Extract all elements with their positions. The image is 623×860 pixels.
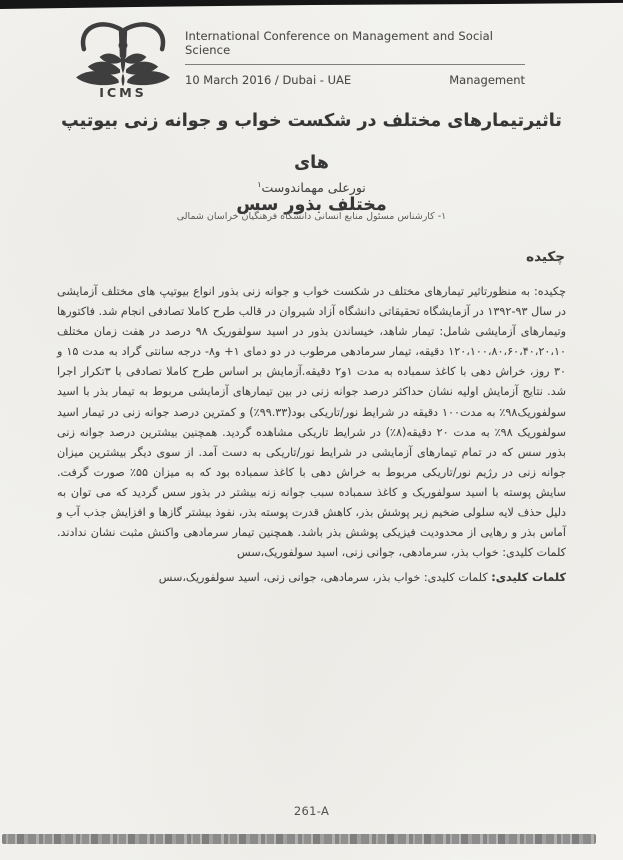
- icms-logo: [69, 13, 177, 103]
- keywords-line: [57, 571, 566, 584]
- header-text-block: [185, 13, 525, 103]
- keywords-label: کلمات کلیدی:: [491, 571, 566, 584]
- keywords-text: کلمات کلیدی: خواب بذر، سرمادهی، جوانی زنی، اسید سولفوریک،سس: [158, 571, 492, 584]
- paper-title-line2: مختلف بذور سس: [236, 195, 387, 215]
- author-name-text: نورعلی مهماندوست: [261, 180, 366, 196]
- author-superscript: ۱: [257, 180, 262, 189]
- page-number: 261-A: [293, 804, 330, 818]
- author-affiliation: ۱- کارشناس مسئول منابع انسانی دانشگاه فرهنگیان خراسان شمالی: [176, 211, 447, 222]
- paper-title-line1: تاثیرتیمارهای مختلف در شکست خواب و جوانه زنی بیوتیپ های: [61, 111, 562, 173]
- icms-logo-graphic: [69, 13, 177, 99]
- abstract-text: چکیده: به منظورتاثیر تیمارهای مختلف در شکست خواب و جوانه زنی بذور انواع بیوتیپ های مختلف آزمایشی در سال ۹۳-۱۳۹۲ در آزمایشگاه تحقیقاتی دانشگاه آزاد شیروان در قالب طرح کاملا تصادفی انجام شد. فاکتورها وتیمارهای آزمایشی شامل: تیمار شاهد، خیساندن بذور در اسید سولفوریک ۹۸ درصد در هفت زمان مختلف ۱۲۰،۱۰۰،۸۰،۶۰،۴۰،۲۰،۱۰ دقیقه، تیمار سرمادهی مرطوب در دو دمای ۱+ و۸- درجه سانتی گراد به مدت ۱۵ و ۳۰ روز، خراش دهی با کاغذ سمباده به مدت ۱و۲ دقیقه.آزمایش بر اساس طرح کاملا تصادفی با ۳تکرار اجرا شد. نتایج آزمایش اولیه نشان حداکثر درصد جوانه زنی در بین تیمارهای آزمایشی مربوط به تیمار بذر با اسید سولفوریک۹۸٪ به مدت۱۰۰ دقیقه در شرایط نور/تاریکی بود(۹۹.۳۳٪) و کمترین درصد جوانه زنی در تیمار اسید سولفوریک ۹۸٪ به مدت ۲۰ دقیقه(۸٪) در شرایط تاریکی مشاهده گردید. همچنین بیشترین درصد جوانه زنی بذور سس که در تمام تیمارهای آزمایشی در شرایط نور/تاریکی به دست آمد. از سوی دیگر بیشترین میزان جوانه زنی در رژیم نور/تاریکی مربوط به خراش دهی با کاغذ سمباده بود که به میزان ۵۵٪ صورت گرفت. سایش پوسته با اسید سولفوریک و کاغذ سمباده سبب جوانه زنه بیشتر در بذور سس گردید که می توان به دلیل حذف لایه سلولی ضخیم زیر پوشش بذر، کاهش قدرت پوسته بذر، نفوذ بیشتر گازها و افزایش جذب آب و آماس بذر و رهایی از محدودیت فیزیکی پوشش بذر باشد. همچنین تیمار سرمادهی واکنش مثبت نشان ندادند. کلمات کلیدی: خواب بذر، سرمادهی، جوانی زنی، اسید سولفوریک،سس: [57, 285, 567, 560]
- conference-name: International Conference on Management and Social Science: [185, 29, 525, 65]
- logo-text: ICMS: [99, 85, 147, 99]
- conference-date-location: 10 March 2016 / Dubai - UAE: [185, 73, 352, 87]
- paper-title: [55, 100, 568, 226]
- conference-track: Management: [449, 73, 525, 87]
- scan-artifact-bottom-band: [2, 834, 596, 844]
- conference-header: [69, 13, 525, 103]
- author-name: [0, 180, 623, 195]
- header-second-row: [185, 65, 525, 87]
- abstract-heading: چکیده: [526, 249, 565, 265]
- scan-artifact-top-band: [0, 0, 623, 9]
